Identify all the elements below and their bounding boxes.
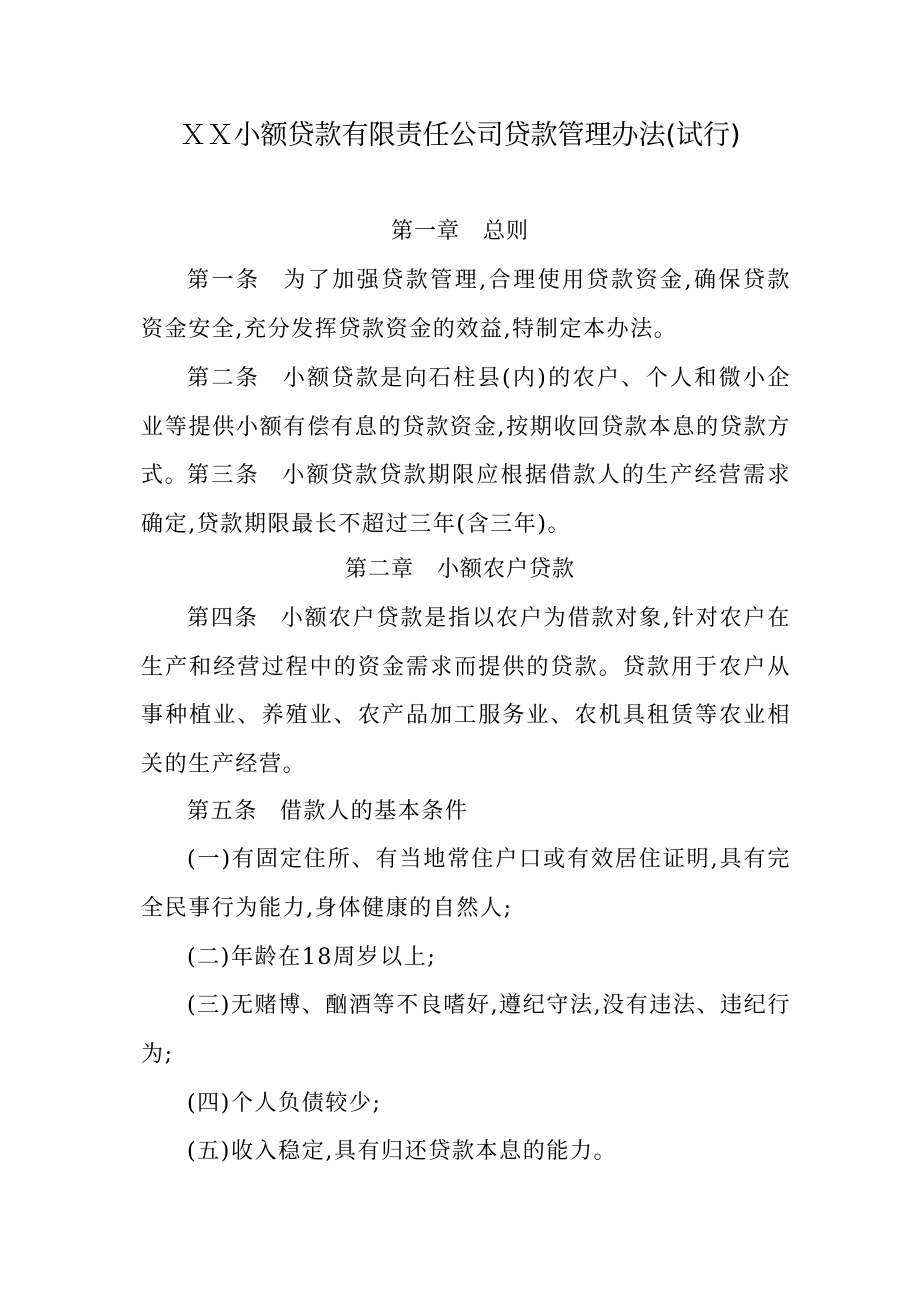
article-1 — [141, 257, 791, 354]
chapter-1-heading: 第一章 总则 — [390, 219, 529, 244]
article-3-label: 第三条 — [187, 463, 260, 488]
article-1-text: 为了加强贷款管理,合理使用贷款资金,确保贷款资金安全,充分发挥贷款资金的效益,特制定本办法。 — [141, 268, 791, 342]
article-4-text: 小额农户贷款是指以农户为借款对象,针对农户在生产和经营过程中的资金需求而提供的贷款。贷款用于农户从事种植业、养殖业、农产品加工服务业、农机具租赁等农业相关的生产经营。 — [141, 606, 791, 777]
condition-item-2: (二)年龄在18周岁以上; — [187, 945, 437, 970]
article-3 — [141, 452, 791, 549]
article-5-label: 第五条 — [187, 799, 258, 824]
article-1-label: 第一条 — [187, 268, 261, 293]
chapter-2-heading: 第二章 小额农户贷款 — [344, 557, 575, 582]
article-3-text: 小额贷款贷款期限应根据借款人的生产经营需求确定,贷款期限最长不超过三年(含三年)。 — [141, 463, 791, 537]
condition-item-1: (一)有固定住所、有当地常住户口或有效居住证明,具有完全民事行为能力,身体健康的自然人; — [141, 847, 791, 921]
article-4-label: 第四条 — [187, 606, 259, 631]
article-5 — [141, 788, 791, 837]
condition-item-3: (三)无赌博、酗酒等不良嗜好,遵纪守法,没有违法、违纪行为; — [141, 993, 791, 1067]
document-title: ＸＸ小额贷款有限责任公司贷款管理办法(试行) — [179, 120, 741, 151]
article-2-label: 第二条 — [187, 366, 261, 391]
article-4 — [141, 595, 791, 789]
article-5-text: 借款人的基本条件 — [279, 799, 469, 824]
article-2-text: 小额贷款是向石柱县(内)的农户、个人和微小企业等提供小额有偿有息的贷款资金,按期收回贷款本息的贷款方式。 — [141, 366, 791, 488]
condition-item-5: (五)收入稳定,具有归还贷款本息的能力。 — [187, 1139, 618, 1164]
condition-item-4: (四)个人负债较少; — [187, 1091, 382, 1116]
